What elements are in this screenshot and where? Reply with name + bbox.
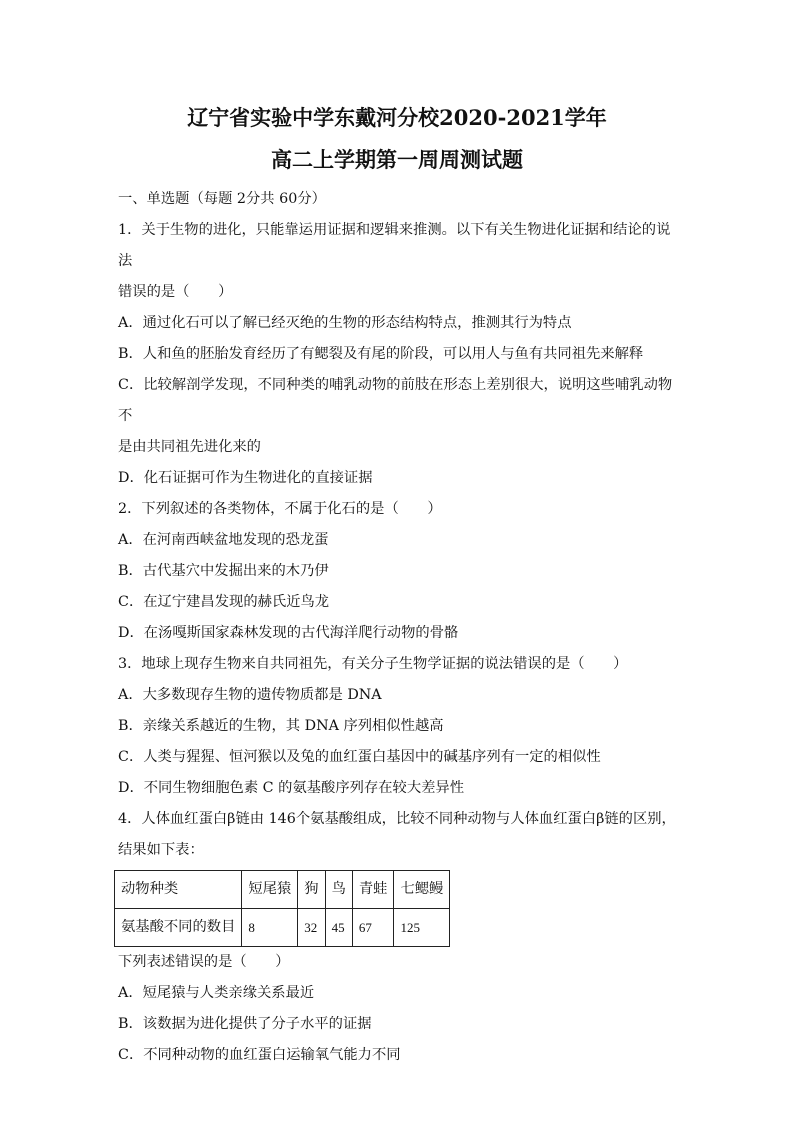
title-line-1: 辽宁省实验中学东戴河分校2020-2021学年 <box>187 105 607 130</box>
q1-option-b: B．人和鱼的胚胎发育经历了有鳃裂及有尾的阶段，可以用人与鱼有共同祖先来解释 <box>118 346 644 362</box>
q1-option-a: A．通过化石可以了解已经灭绝的生物的形态结构特点，推测其行为特点 <box>118 315 572 331</box>
table-header-cell: 狗 <box>298 871 325 909</box>
document-body <box>118 184 678 1071</box>
table-row <box>115 871 450 909</box>
q1-option-c-line-2: 是由共同祖先进化来的 <box>118 439 261 455</box>
table-cell: 125 <box>394 909 450 947</box>
table-header-cell: 鸟 <box>325 871 352 909</box>
title-line-2: 高二上学期第一周周测试题 <box>271 147 523 172</box>
section-heading: 一、单选题（每题 2分共 60分） <box>118 191 326 207</box>
table-header-cell: 动物种类 <box>115 871 242 909</box>
q4-option-b: B．该数据为进化提供了分子水平的证据 <box>118 1016 372 1032</box>
q2-option-d: D．在汤嘎斯国家森林发现的古代海洋爬行动物的骨骼 <box>118 625 459 641</box>
table-header-cell: 七鳃鳗 <box>394 871 450 909</box>
q1-option-d: D．化石证据可作为生物进化的直接证据 <box>118 470 373 486</box>
q3-option-d: D．不同生物细胞色素 C 的氨基酸序列存在较大差异性 <box>118 780 465 796</box>
q4-option-a: A．短尾猿与人类亲缘关系最近 <box>118 985 315 1001</box>
q3-option-b: B．亲缘关系越近的生物，其 DNA 序列相似性越高 <box>118 718 444 734</box>
q4-stem-line-1: 4．人体血红蛋白β链由 146个氨基酸组成，比较不同种动物与人体血红蛋白β链的区别， <box>118 811 676 827</box>
table-row <box>115 909 450 947</box>
q1-stem-line-2: 错误的是（ ） <box>118 284 233 300</box>
q3-stem: 3．地球上现存生物来自共同祖先，有关分子生物学证据的说法错误的是（ ） <box>118 656 628 672</box>
q2-option-b: B．古代基穴中发掘出来的木乃伊 <box>118 563 329 579</box>
table-cell: 8 <box>242 909 298 947</box>
q3-option-c: C．人类与猩猩、恒河猴以及兔的血红蛋白基因中的碱基序列有一定的相似性 <box>118 749 601 765</box>
table-header-cell: 青蛙 <box>352 871 394 909</box>
q2-stem: 2．下列叙述的各类物体，不属于化石的是（ ） <box>118 501 442 517</box>
q4-option-c: C．不同种动物的血红蛋白运输氧气能力不同 <box>118 1047 401 1063</box>
q1-stem-line-1: 1．关于生物的进化，只能靠运用证据和逻辑来推测。以下有关生物进化证据和结论的说法 <box>118 222 671 269</box>
table-cell: 67 <box>352 909 394 947</box>
q3-option-a: A．大多数现存生物的遗传物质都是 DNA <box>118 687 382 703</box>
q4-follow: 下列表述错误的是（ ） <box>118 954 290 970</box>
q4-stem-line-2: 结果如下表： <box>118 842 204 858</box>
table-cell: 45 <box>325 909 352 947</box>
q1-option-c-line-1: C．比较解剖学发现，不同种类的哺乳动物的前肢在形态上差别很大，说明这些哺乳动物不 <box>118 377 673 424</box>
q2-option-a: A．在河南西峡盆地发现的恐龙蛋 <box>118 532 329 548</box>
table-cell: 32 <box>298 909 325 947</box>
q2-option-c: C．在辽宁建昌发现的赫氏近鸟龙 <box>118 594 330 610</box>
table-header-cell: 短尾猿 <box>242 871 298 909</box>
amino-acid-table <box>114 870 450 947</box>
table-cell: 氨基酸不同的数目 <box>115 909 242 947</box>
